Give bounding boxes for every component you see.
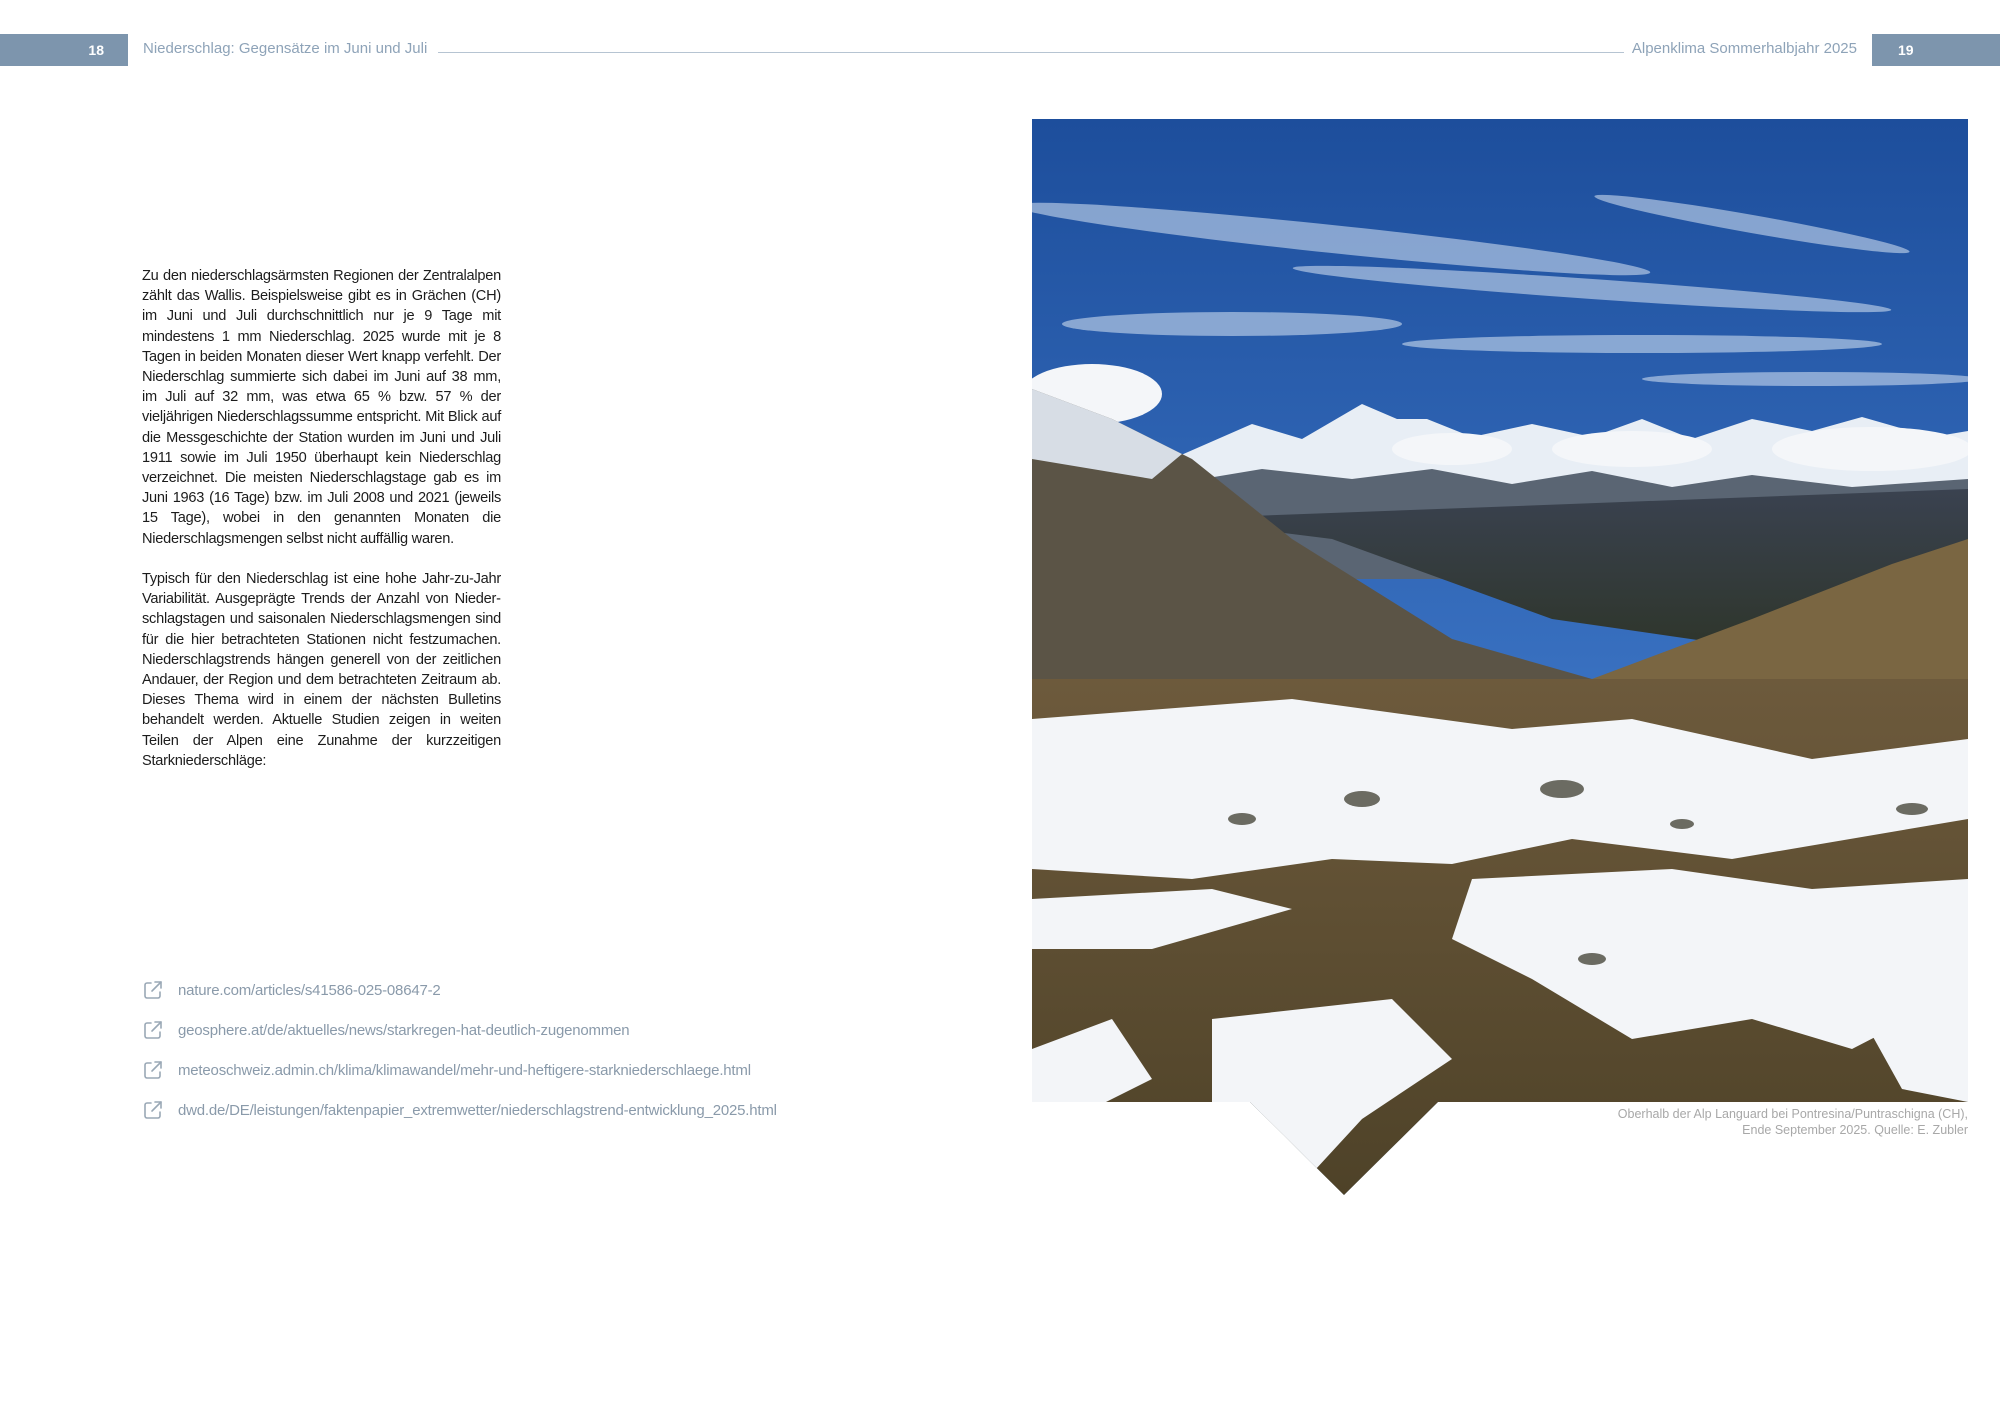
external-link-icon — [142, 1099, 164, 1121]
right-page-number: 19 — [1872, 34, 2000, 66]
photo-caption-line-2: Ende September 2025. Quelle: E. Zubler — [1742, 1123, 1968, 1137]
left-page-number: 18 — [0, 34, 128, 66]
external-link-icon — [142, 979, 164, 1001]
header-divider — [438, 52, 1624, 53]
photo-caption-line-1: Oberhalb der Alp Languard bei Pontresina/Puntraschigna (CH), — [1617, 1107, 1968, 1121]
left-running-title: Niederschlag: Gegensätze im Juni und Juli — [143, 40, 428, 57]
photo-caption — [1508, 1106, 1968, 1138]
landscape-photo — [1032, 119, 1968, 1195]
right-running-title: Alpenklima Sommerhalbjahr 2025 — [1631, 40, 1857, 57]
reference-link-label: geosphere.at/de/aktuelles/news/starkregen-hat-deutlich-zugenommen — [178, 1021, 630, 1039]
reference-link-label: dwd.de/DE/leistungen/faktenpapier_extremwetter/niederschlagstrend-entwicklung_2025.html — [178, 1101, 777, 1119]
reference-link-label: meteoschweiz.admin.ch/klima/klimawandel/mehr-und-heftigere-starkniederschlaege.html — [178, 1061, 751, 1079]
reference-link[interactable] — [142, 1090, 777, 1130]
body-paragraph-2: Typisch für den Niederschlag ist eine hohe Jahr-zu-Jahr Variabilität. Ausgeprägte Trends der Anzahl von Niederschlagstagen und saisonalen Niederschlagsmengen sind für die hier betrachteten Stationen nicht festzumachen. Niederschlagstrends hängen generell von der zeitlichen Andauer, der Region und dem betrachteten Zeitraum ab. Dieses Thema wird in einem der nächsten Bulletins behandelt werden. Aktuelle Studien zeigen in weiten Teilen der Alpen eine Zunahme der kurzzeitigen Starkniederschläge: — [142, 571, 501, 769]
body-paragraph-1: Zu den niederschlagsärmsten Regionen der Zentralalpen zählt das Wallis. Beispielsweise gibt es in Grächen (CH) im Juni und Juli durchschnittlich nur je 9 Tage mit mindestens 1 mm Niederschlag. 2025 wurde mit je 8 Tagen in beiden Monaten dieser Wert knapp verfehlt. Der Niederschlag summierte sich dabei im Juni auf 38 mm, im Juli auf 32 mm, was etwa 65 % bzw. 57 % der vieljährigen Niederschlagssumme entspricht. Mit Blick auf die Messgeschichte der Station wurden im Juni und Juli 1911 sowie im Juli 1950 überhaupt kein Niederschlag verzeichnet. Die meisten Niederschlagstage gab es im Juni 1963 (16 Tage) bzw. im Juli 2008 und 2021 (jeweils 15 Tage), wobei in den genannten Monaten die Niederschlagsmengen selbst nicht auffällig waren. — [142, 268, 501, 547]
reference-link[interactable] — [142, 970, 777, 1010]
reference-links — [142, 970, 777, 1130]
external-link-icon — [142, 1059, 164, 1081]
reference-link[interactable] — [142, 1050, 777, 1090]
reference-link-label: nature.com/articles/s41586-025-08647-2 — [178, 981, 441, 999]
external-link-icon — [142, 1019, 164, 1041]
reference-link[interactable] — [142, 1010, 777, 1050]
